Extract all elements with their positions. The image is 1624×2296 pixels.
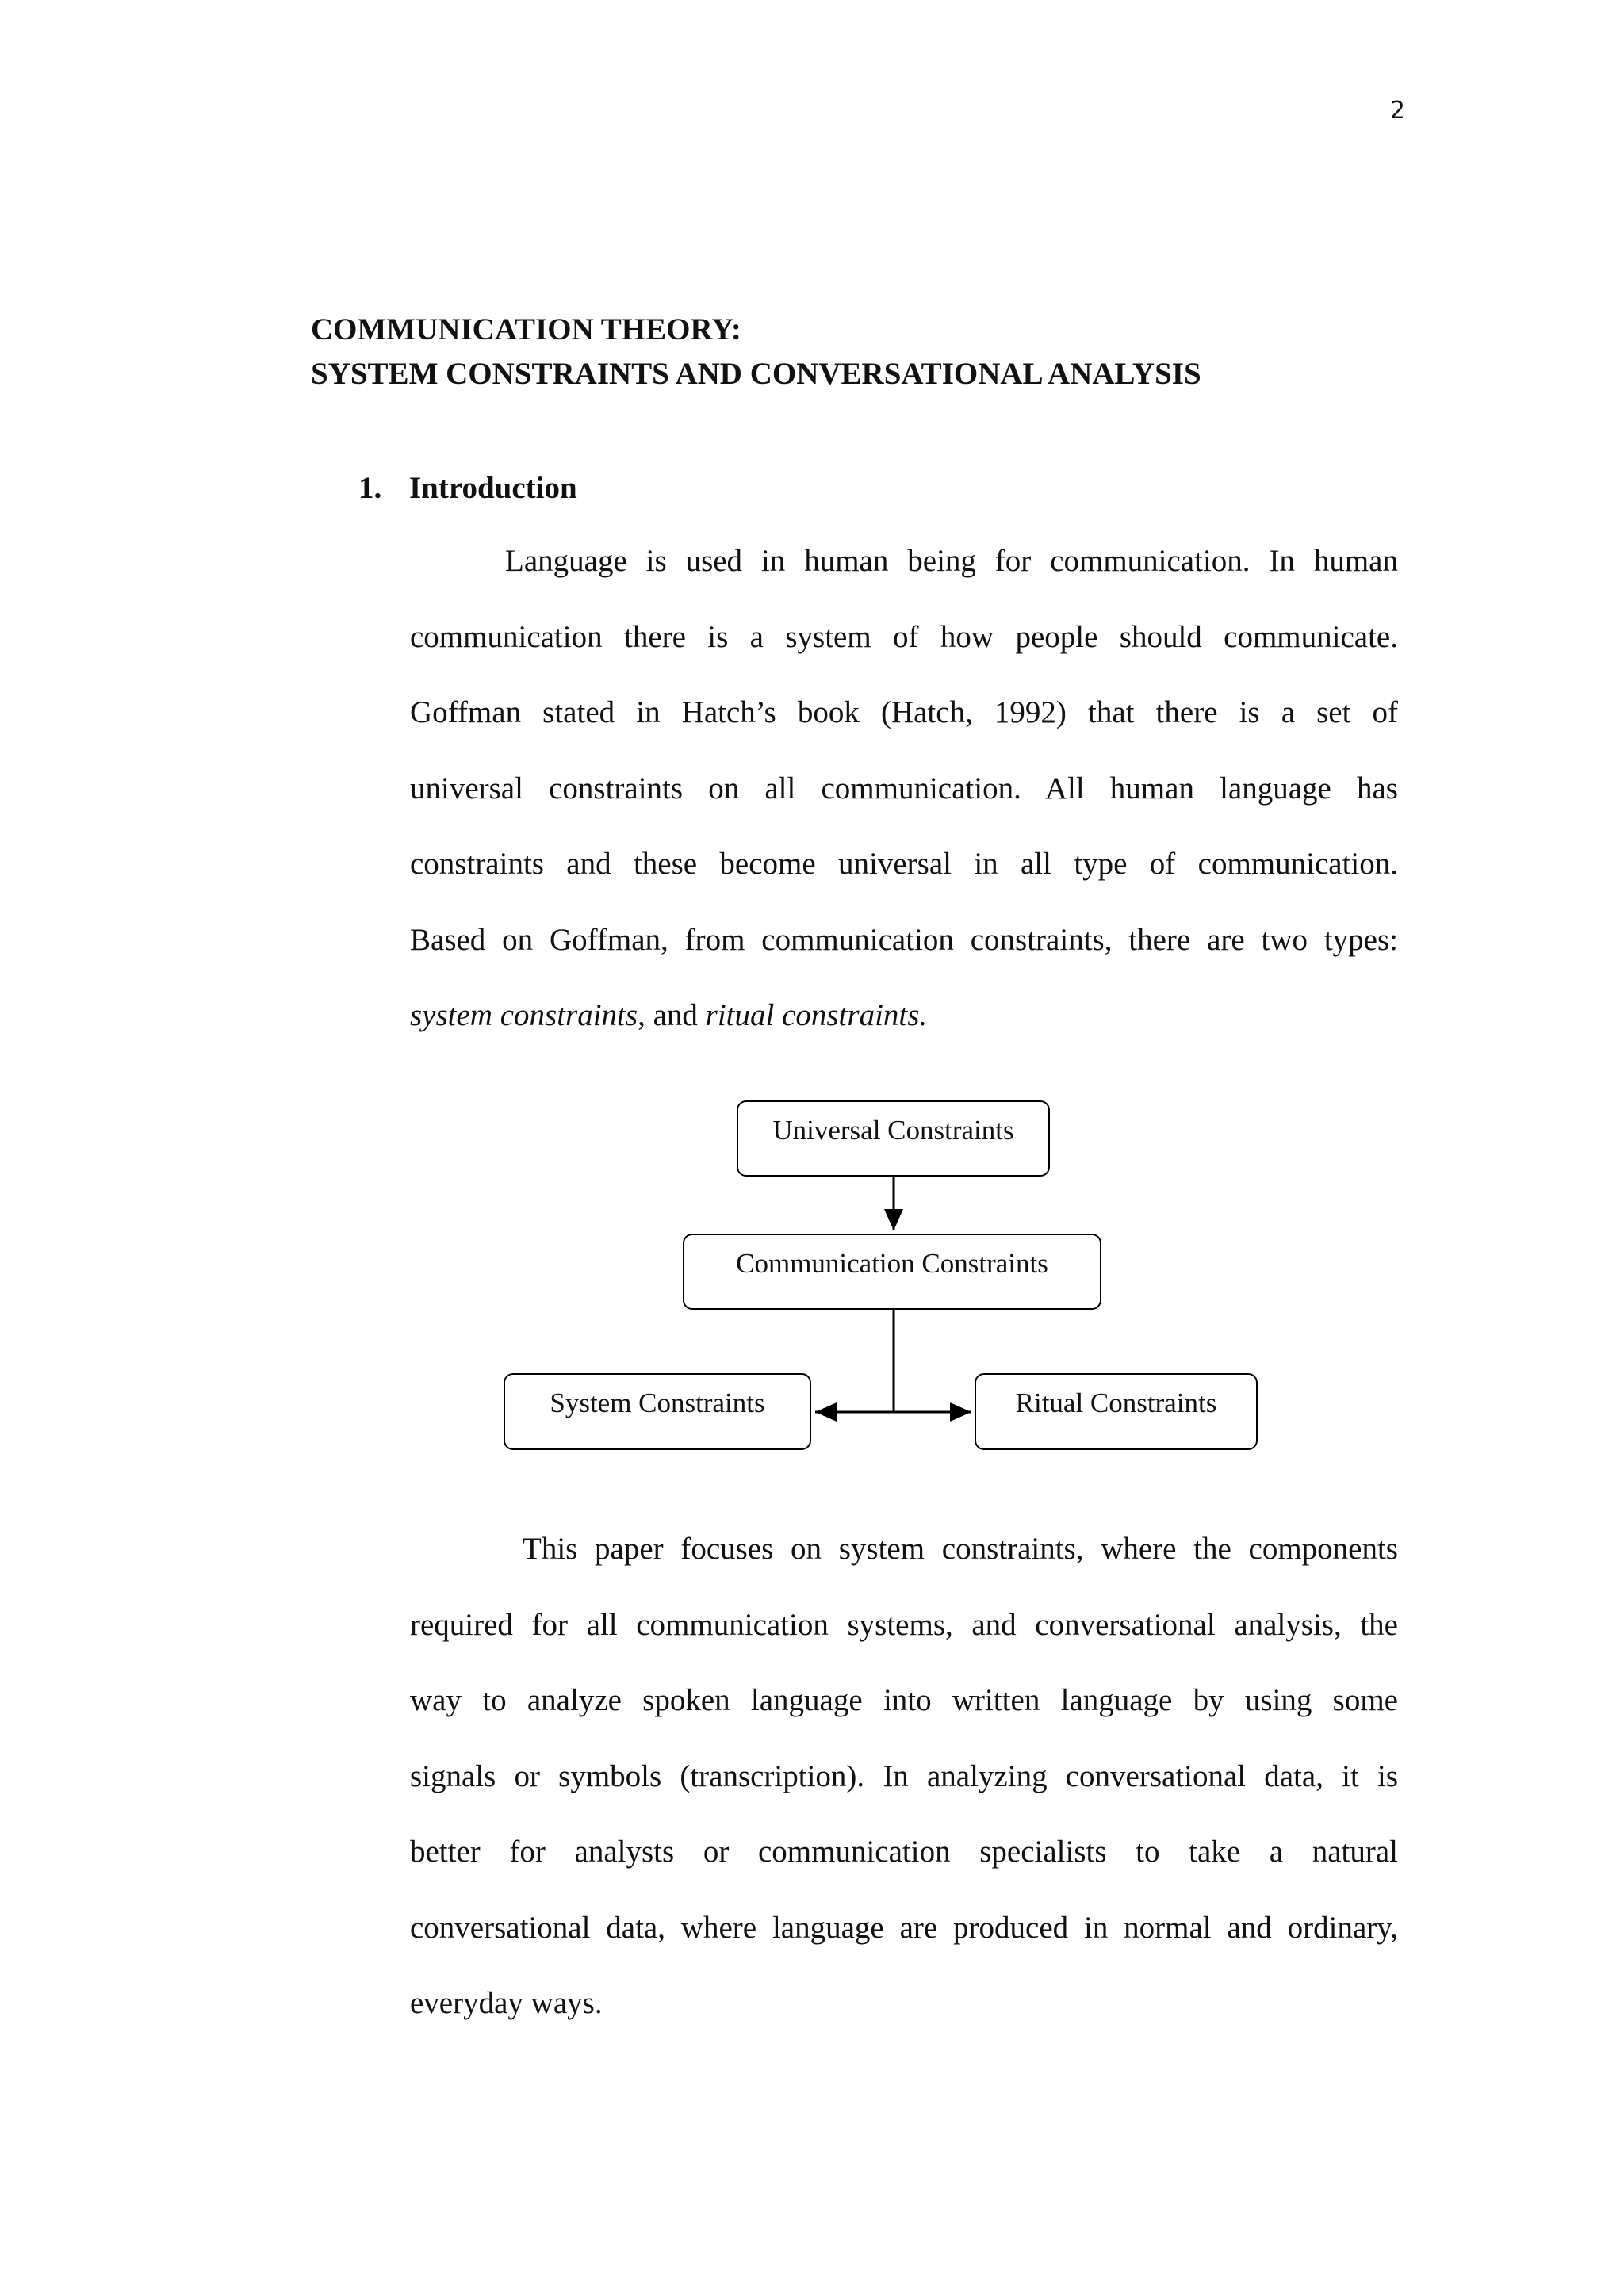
term-separator: , and (638, 998, 706, 1032)
term-system-constraints: system constraints (410, 998, 638, 1032)
box-universal-constraints: Universal Constraints (737, 1100, 1050, 1177)
paragraph-line: conversational data, where language are produced in normal and ordinary, (410, 1910, 1398, 1945)
paragraph-line: constraints and these become universal in all type of communication. (410, 847, 1398, 881)
paragraph-line: signals or symbols (transcription). In analyzing conversational data, it is (410, 1758, 1398, 1793)
paragraph-line: required for all communication systems, and conversational analysis, the (410, 1607, 1398, 1642)
intro-paragraph (410, 523, 1398, 1054)
paragraph-line-last: everyday ways. (410, 1986, 603, 2020)
paragraph-line: communication there is a system of how people should communicate. (410, 619, 1398, 654)
paragraph-line: This paper focuses on system constraints, where the components (523, 1532, 1398, 1566)
box-communication-constraints: Communication Constraints (683, 1234, 1101, 1310)
section-heading-introduction (358, 466, 577, 511)
box-system-constraints: System Constraints (504, 1373, 811, 1450)
title-line-2: SYSTEM CONSTRAINTS AND CONVERSATIONAL ANALYSIS (311, 357, 1201, 391)
paragraph-line: Language is used in human being for communication. In human (505, 544, 1398, 578)
paragraph-line: Goffman stated in Hatch’s book (Hatch, 1992) that there is a set of (410, 695, 1398, 729)
paper-title (311, 308, 1201, 396)
title-line-1: COMMUNICATION THEORY: (311, 312, 741, 346)
paragraph-line: universal constraints on all communication. All human language has (410, 771, 1398, 806)
section-number: 1. (358, 471, 382, 505)
paragraph-line: better for analysts or communication specialists to take a natural (410, 1835, 1398, 1869)
paragraph-line-last (410, 978, 1398, 1054)
focus-paragraph (410, 1511, 1398, 2042)
paragraph-line: way to analyze spoken language into written language by using some (410, 1683, 1398, 1717)
term-ritual-constraints: ritual constraints. (705, 998, 928, 1032)
box-ritual-constraints: Ritual Constraints (975, 1373, 1258, 1450)
section-title: Introduction (409, 471, 577, 505)
paragraph-line: Based on Goffman, from communication constraints, there are two types: (410, 922, 1398, 957)
page-number: 2 (1389, 97, 1405, 124)
